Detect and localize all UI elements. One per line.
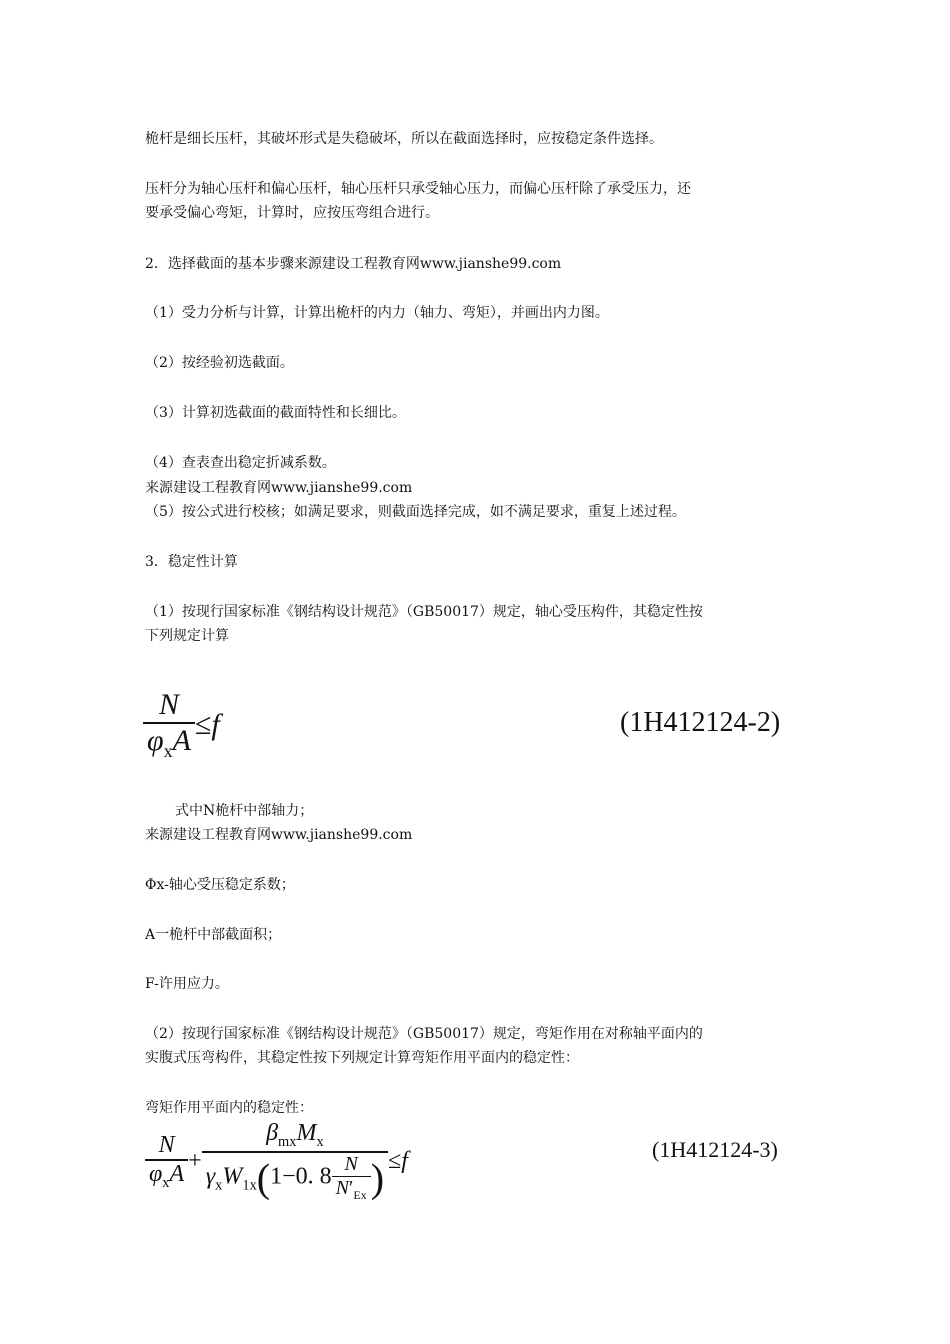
clause-1-line2: 下列规定计算 <box>145 628 229 644</box>
clause-1-line1: （1）按现行国家标准《钢结构设计规范》（GB50017）规定，轴心受压构件，其稳定性按 <box>145 604 703 620</box>
formula-2-number: (1H412124-3) <box>652 1137 778 1162</box>
formula-1-number: (1H412124-2) <box>620 707 781 738</box>
formula-2-first-fraction: $\frac{N}{\varphi_xA}$ <box>145 1132 188 1192</box>
paragraph-compression-line2: 要承受偏心弯矩，计算时，应按压弯组合进行。 <box>145 205 439 221</box>
section-heading-3: 3．稳定性计算 <box>145 554 238 570</box>
section-heading-2: 2．选择截面的基本步骤来源建设工程教育网www.jianshe99.com <box>145 256 562 272</box>
step-5: （5）按公式进行校核；如满足要求，则截面选择完成，如不满足要求，重复上述过程。 <box>145 504 686 520</box>
clause-2-line1: （2）按现行国家标准《钢结构设计规范》（GB50017）规定，弯矩作用在对称轴平面内的 <box>145 1026 703 1042</box>
step-3: （3）计算初选截面的截面特性和长细比。 <box>145 405 406 421</box>
source-line-2: 来源建设工程教育网www.jianshe99.com <box>145 827 413 843</box>
source-line-1: 来源建设工程教育网www.jianshe99.com <box>145 480 413 496</box>
where-n-definition: 式中N桅杆中部轴力； <box>175 803 314 819</box>
paragraph-compression-line1: 压杆分为轴心压杆和偏心压杆，轴心压杆只承受轴心压力，而偏心压杆除了承受压力，还 <box>145 181 691 197</box>
formula-1-fraction: $\frac{N}{\varphi_xA}$ <box>143 688 195 762</box>
formula-bending-stability: $\frac{N}{\varphi_xA}$ + $\beta_{mx}M_x$ $\gamma_xW_{1x}(1-0$. 8 $\frac{N}{N'_{Ex}}$ ) ≤f <box>145 1120 408 1203</box>
step-2: （2）按经验初选截面。 <box>145 355 294 371</box>
paragraph-intro: 桅杆是细长压杆，其破坏形式是失稳破坏，所以在截面选择时，应按稳定条件选择。 <box>145 131 663 147</box>
moment-plane-label: 弯矩作用平面内的稳定性： <box>145 1100 313 1116</box>
area-definition: A一桅杆中部截面积； <box>145 927 282 943</box>
formula-axial-stability: $\frac{N}{\varphi_xA}$ ≤f <box>143 688 220 762</box>
step-4: （4）查表查出稳定折减系数。 <box>145 455 336 471</box>
formula-2-second-fraction: $\beta_{mx}M_x$ $\gamma_xW_{1x}(1-0$. 8 $\frac{N}{N'_{Ex}}$ ) <box>202 1120 388 1203</box>
clause-2-line2: 实腹式压弯构件，其稳定性按下列规定计算弯矩作用平面内的稳定性： <box>145 1050 579 1066</box>
step-1: （1）受力分析与计算，计算出桅杆的内力（轴力、弯矩），并画出内力图。 <box>145 305 609 321</box>
phi-definition: Φx-轴心受压稳定系数； <box>145 877 295 893</box>
stress-definition: F-许用应力。 <box>145 976 229 992</box>
